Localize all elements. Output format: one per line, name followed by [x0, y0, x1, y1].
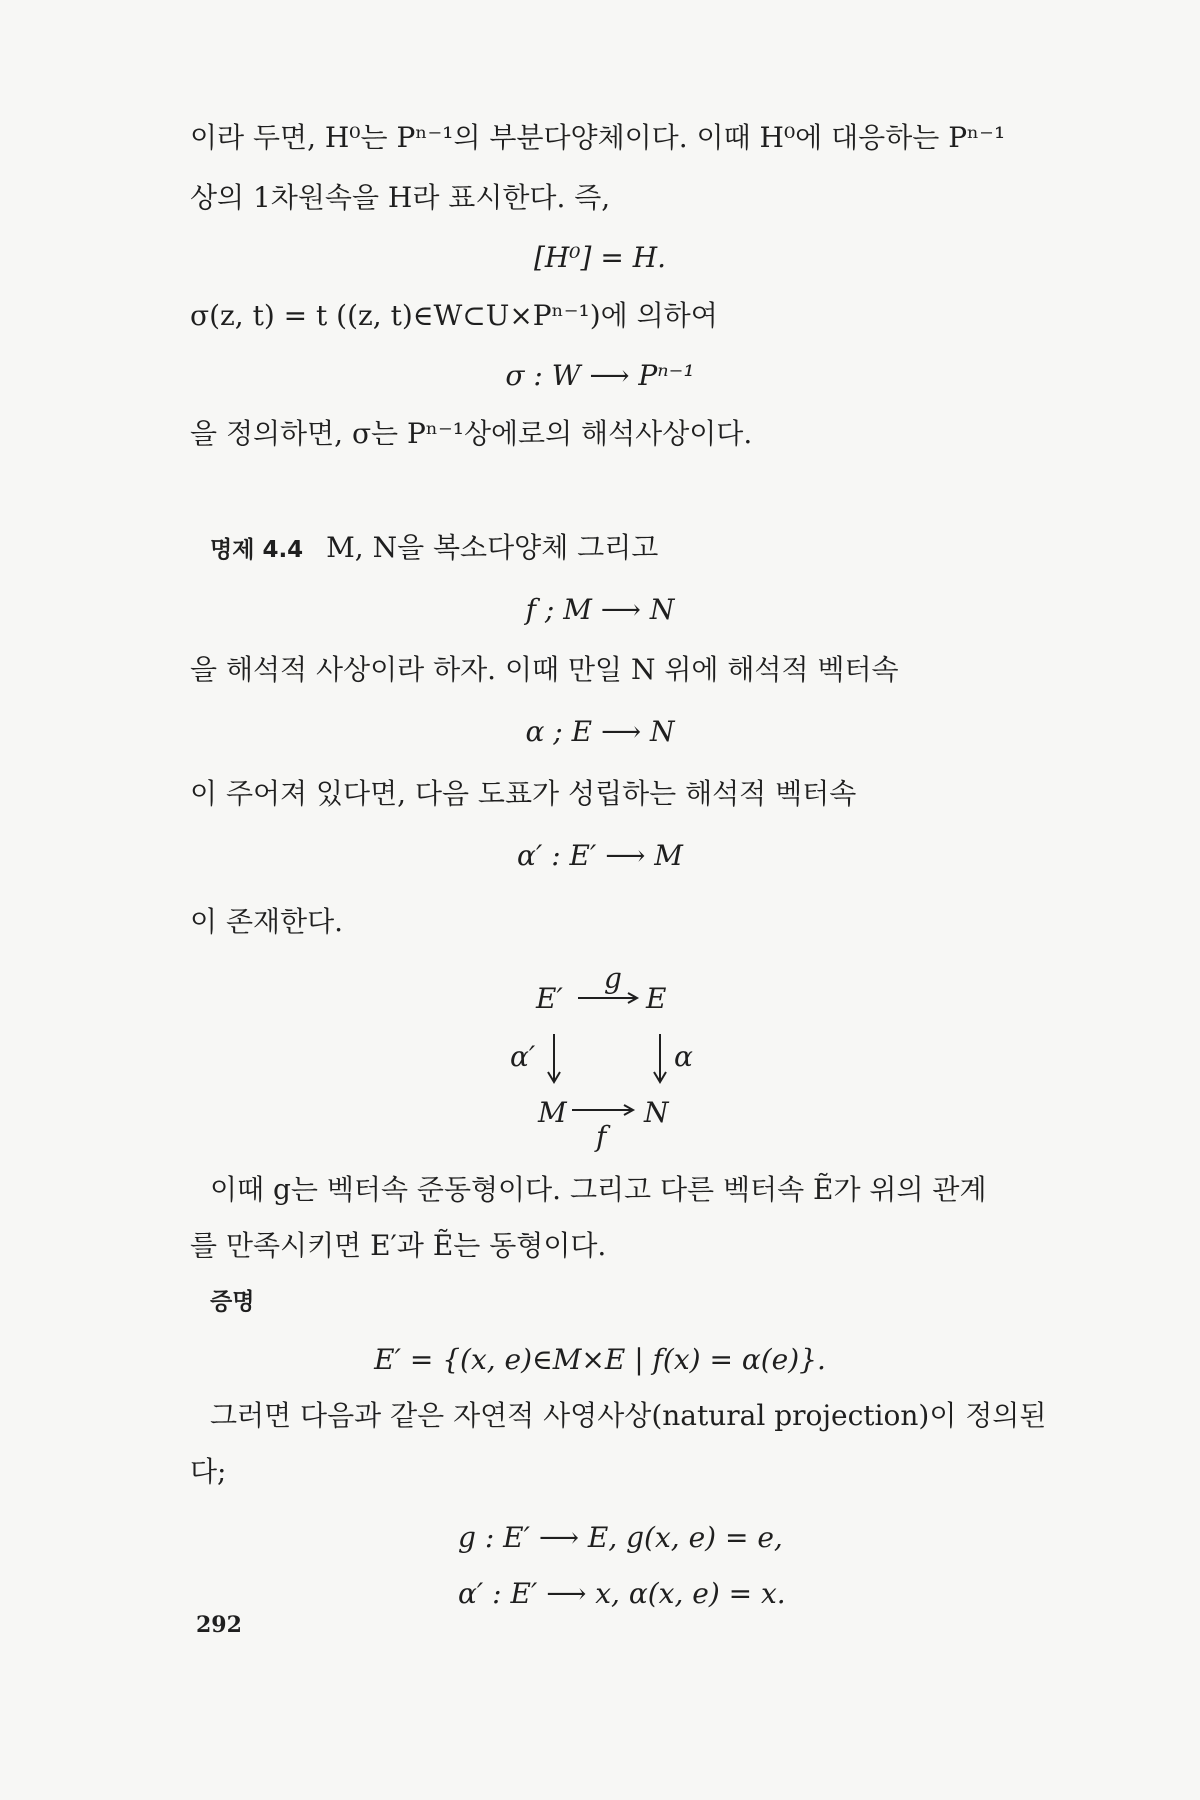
equation-8: α′ : E′ ⟶ x, α(x, e) = x.	[458, 1577, 786, 1610]
equation-3: f ; M ⟶ N	[525, 593, 675, 626]
text-line-10: 그러면 다음과 같은 자연적 사영사상(natural projection)이 정의된	[210, 1399, 1047, 1432]
diagram-right-arrow-label: α	[674, 1040, 693, 1073]
equation-5: α′ : E′ ⟶ M	[517, 839, 683, 872]
diagram-top-arrow-label: g	[604, 962, 622, 995]
equation-6: E′ = {(x, e)∈M×E | f(x) = α(e)}.	[374, 1343, 826, 1376]
text-line-5: 을 해석적 사상이라 하자. 이때 만일 N 위에 해석적 벡터속	[190, 653, 899, 686]
page-number: 292	[196, 1612, 242, 1638]
text-line-11: 다;	[190, 1455, 227, 1488]
equation-4: α ; E ⟶ N	[525, 715, 675, 748]
diagram-top-right: E	[646, 982, 667, 1015]
text-line-2: 상의 1차원속을 H라 표시한다. 즉,	[190, 181, 611, 214]
diagram-left-arrow	[548, 1034, 560, 1082]
diagram-bottom-arrow-label: f	[596, 1120, 607, 1153]
diagram-bottom-left: M	[538, 1096, 567, 1129]
diagram-right-arrow	[654, 1034, 666, 1082]
text-line-4: 을 정의하면, σ는 Pⁿ⁻¹상에로의 해석사상이다.	[190, 417, 753, 450]
proposition-label: 명제 4.4	[210, 537, 304, 563]
diagram-top-left: E′	[536, 982, 563, 1015]
diagram-bottom-right: N	[644, 1096, 669, 1129]
text-line-9: 를 만족시키면 E′과 Ẽ는 동형이다.	[190, 1229, 607, 1262]
text-line-8: 이때 g는 벡터속 준동형이다. 그리고 다른 벡터속 Ẽ가 위의 관계	[210, 1173, 987, 1206]
equation-1: [H⁰] = H.	[533, 241, 667, 274]
text-line-3: σ(z, t) = t ((z, t)∈W⊂U×Pⁿ⁻¹)에 의하여	[190, 299, 718, 332]
diagram-bottom-arrow	[572, 1105, 633, 1115]
equation-2: σ : W ⟶ Pⁿ⁻¹	[505, 359, 695, 392]
diagram-left-arrow-label: α′	[510, 1040, 536, 1073]
proposition-text: M, N을 복소다양체 그리고	[326, 531, 659, 564]
text-line-7: 이 존재한다.	[190, 905, 344, 938]
text-line-6: 이 주어져 있다면, 다음 도표가 성립하는 해석적 벡터속	[190, 777, 857, 810]
text-line-1: 이라 두면, H⁰는 Pⁿ⁻¹의 부분다양체이다. 이때 H⁰에 대응하는 Pⁿ⁻¹	[190, 121, 1006, 154]
equation-7: g : E′ ⟶ E, g(x, e) = e,	[458, 1521, 783, 1554]
proof-label: 증명	[210, 1289, 255, 1315]
